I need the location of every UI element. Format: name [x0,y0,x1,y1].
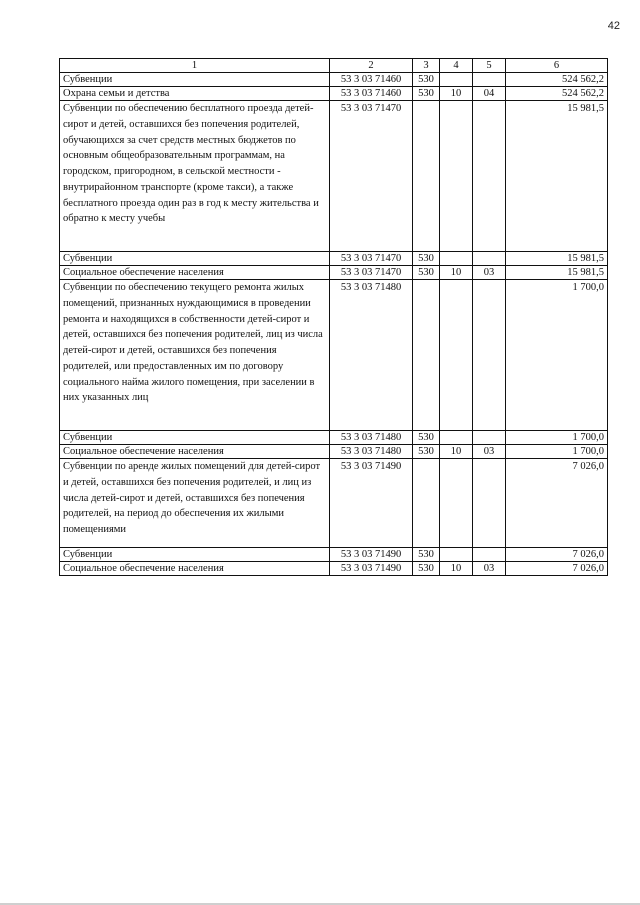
row-code: 53 3 03 71490 [330,459,413,548]
table-row [60,280,608,431]
row-code: 53 3 03 71460 [330,87,413,101]
row-section [440,252,473,266]
row-name: Социальное обеспечение населения [60,445,330,459]
row-amount: 1 700,0 [506,445,608,459]
row-name: Субвенции по аренде жилых помещений для детей-сирот и детей, оставшихся без попечения родителей, и лиц из числа детей-сирот и детей, оставшихся без попечения родителей, на период до обеспечения их жилыми помещениями [60,459,330,548]
column-header: 5 [473,59,506,73]
row-amount: 7 026,0 [506,459,608,548]
table-row [60,445,608,459]
table-row [60,252,608,266]
table-row [60,101,608,252]
row-expense-type: 530 [413,252,440,266]
row-expense-type: 530 [413,87,440,101]
row-section [440,459,473,548]
row-subsection: 03 [473,445,506,459]
row-name: Охрана семьи и детства [60,87,330,101]
row-name: Субвенции [60,431,330,445]
row-section: 10 [440,562,473,576]
row-subsection [473,252,506,266]
row-expense-type [413,280,440,431]
header-row [60,59,608,73]
column-header: 6 [506,59,608,73]
row-code: 53 3 03 71470 [330,101,413,252]
row-expense-type: 530 [413,73,440,87]
row-amount: 1 700,0 [506,280,608,431]
column-header: 4 [440,59,473,73]
row-name: Субвенции [60,73,330,87]
table-row [60,431,608,445]
row-amount: 15 981,5 [506,101,608,252]
row-subsection: 04 [473,87,506,101]
table-row [60,548,608,562]
row-subsection: 03 [473,266,506,280]
row-section [440,431,473,445]
row-amount: 7 026,0 [506,562,608,576]
row-amount: 7 026,0 [506,548,608,562]
row-code: 53 3 03 71480 [330,280,413,431]
row-expense-type: 530 [413,445,440,459]
row-code: 53 3 03 71490 [330,562,413,576]
row-code: 53 3 03 71460 [330,73,413,87]
table-row [60,459,608,548]
row-name: Социальное обеспечение населения [60,562,330,576]
row-expense-type [413,459,440,548]
row-amount: 524 562,2 [506,73,608,87]
table-row [60,87,608,101]
row-subsection [473,459,506,548]
column-header: 3 [413,59,440,73]
row-expense-type: 530 [413,548,440,562]
row-subsection: 03 [473,562,506,576]
row-amount: 1 700,0 [506,431,608,445]
row-expense-type: 530 [413,431,440,445]
row-amount: 524 562,2 [506,87,608,101]
row-expense-type: 530 [413,562,440,576]
row-name: Субвенции [60,548,330,562]
row-section [440,548,473,562]
row-subsection [473,101,506,252]
budget-table [59,58,608,576]
table-row [60,266,608,280]
row-name: Социальное обеспечение населения [60,266,330,280]
row-name: Субвенции по обеспечению бесплатного проезда детей-сирот и детей, оставшихся без попечения родителей, обучающихся за счет средств местных бюджетов по основным общеобразовательным программам, на городском, пригородном, в сельской местности - внутрирайонном транспорте (кроме такси), а также бесплатного проезда один раз в год к месту жительства и обратно к месту учебы [60,101,330,252]
row-section [440,73,473,87]
row-name: Субвенции [60,252,330,266]
row-expense-type: 530 [413,266,440,280]
row-subsection [473,73,506,87]
column-header: 2 [330,59,413,73]
row-subsection [473,431,506,445]
row-code: 53 3 03 71470 [330,252,413,266]
row-code: 53 3 03 71480 [330,431,413,445]
row-expense-type [413,101,440,252]
row-section: 10 [440,445,473,459]
row-section: 10 [440,87,473,101]
row-subsection [473,280,506,431]
row-name: Субвенции по обеспечению текущего ремонта жилых помещений, признанных нуждающимися в проведении ремонта и находящихся в собственности детей-сирот и детей, оставшихся без попечения родителей, лиц из числа детей-сирот и детей, оставшихся без попечения родителей, или предоставленных им по договору социального найма жилого помещения, при заселении в них указанных лиц [60,280,330,431]
page-number: 42 [607,20,620,32]
row-section [440,101,473,252]
row-amount: 15 981,5 [506,252,608,266]
row-section [440,280,473,431]
table-row [60,73,608,87]
column-header: 1 [60,59,330,73]
row-code: 53 3 03 71480 [330,445,413,459]
row-code: 53 3 03 71470 [330,266,413,280]
table-row [60,562,608,576]
row-section: 10 [440,266,473,280]
row-code: 53 3 03 71490 [330,548,413,562]
row-subsection [473,548,506,562]
row-amount: 15 981,5 [506,266,608,280]
